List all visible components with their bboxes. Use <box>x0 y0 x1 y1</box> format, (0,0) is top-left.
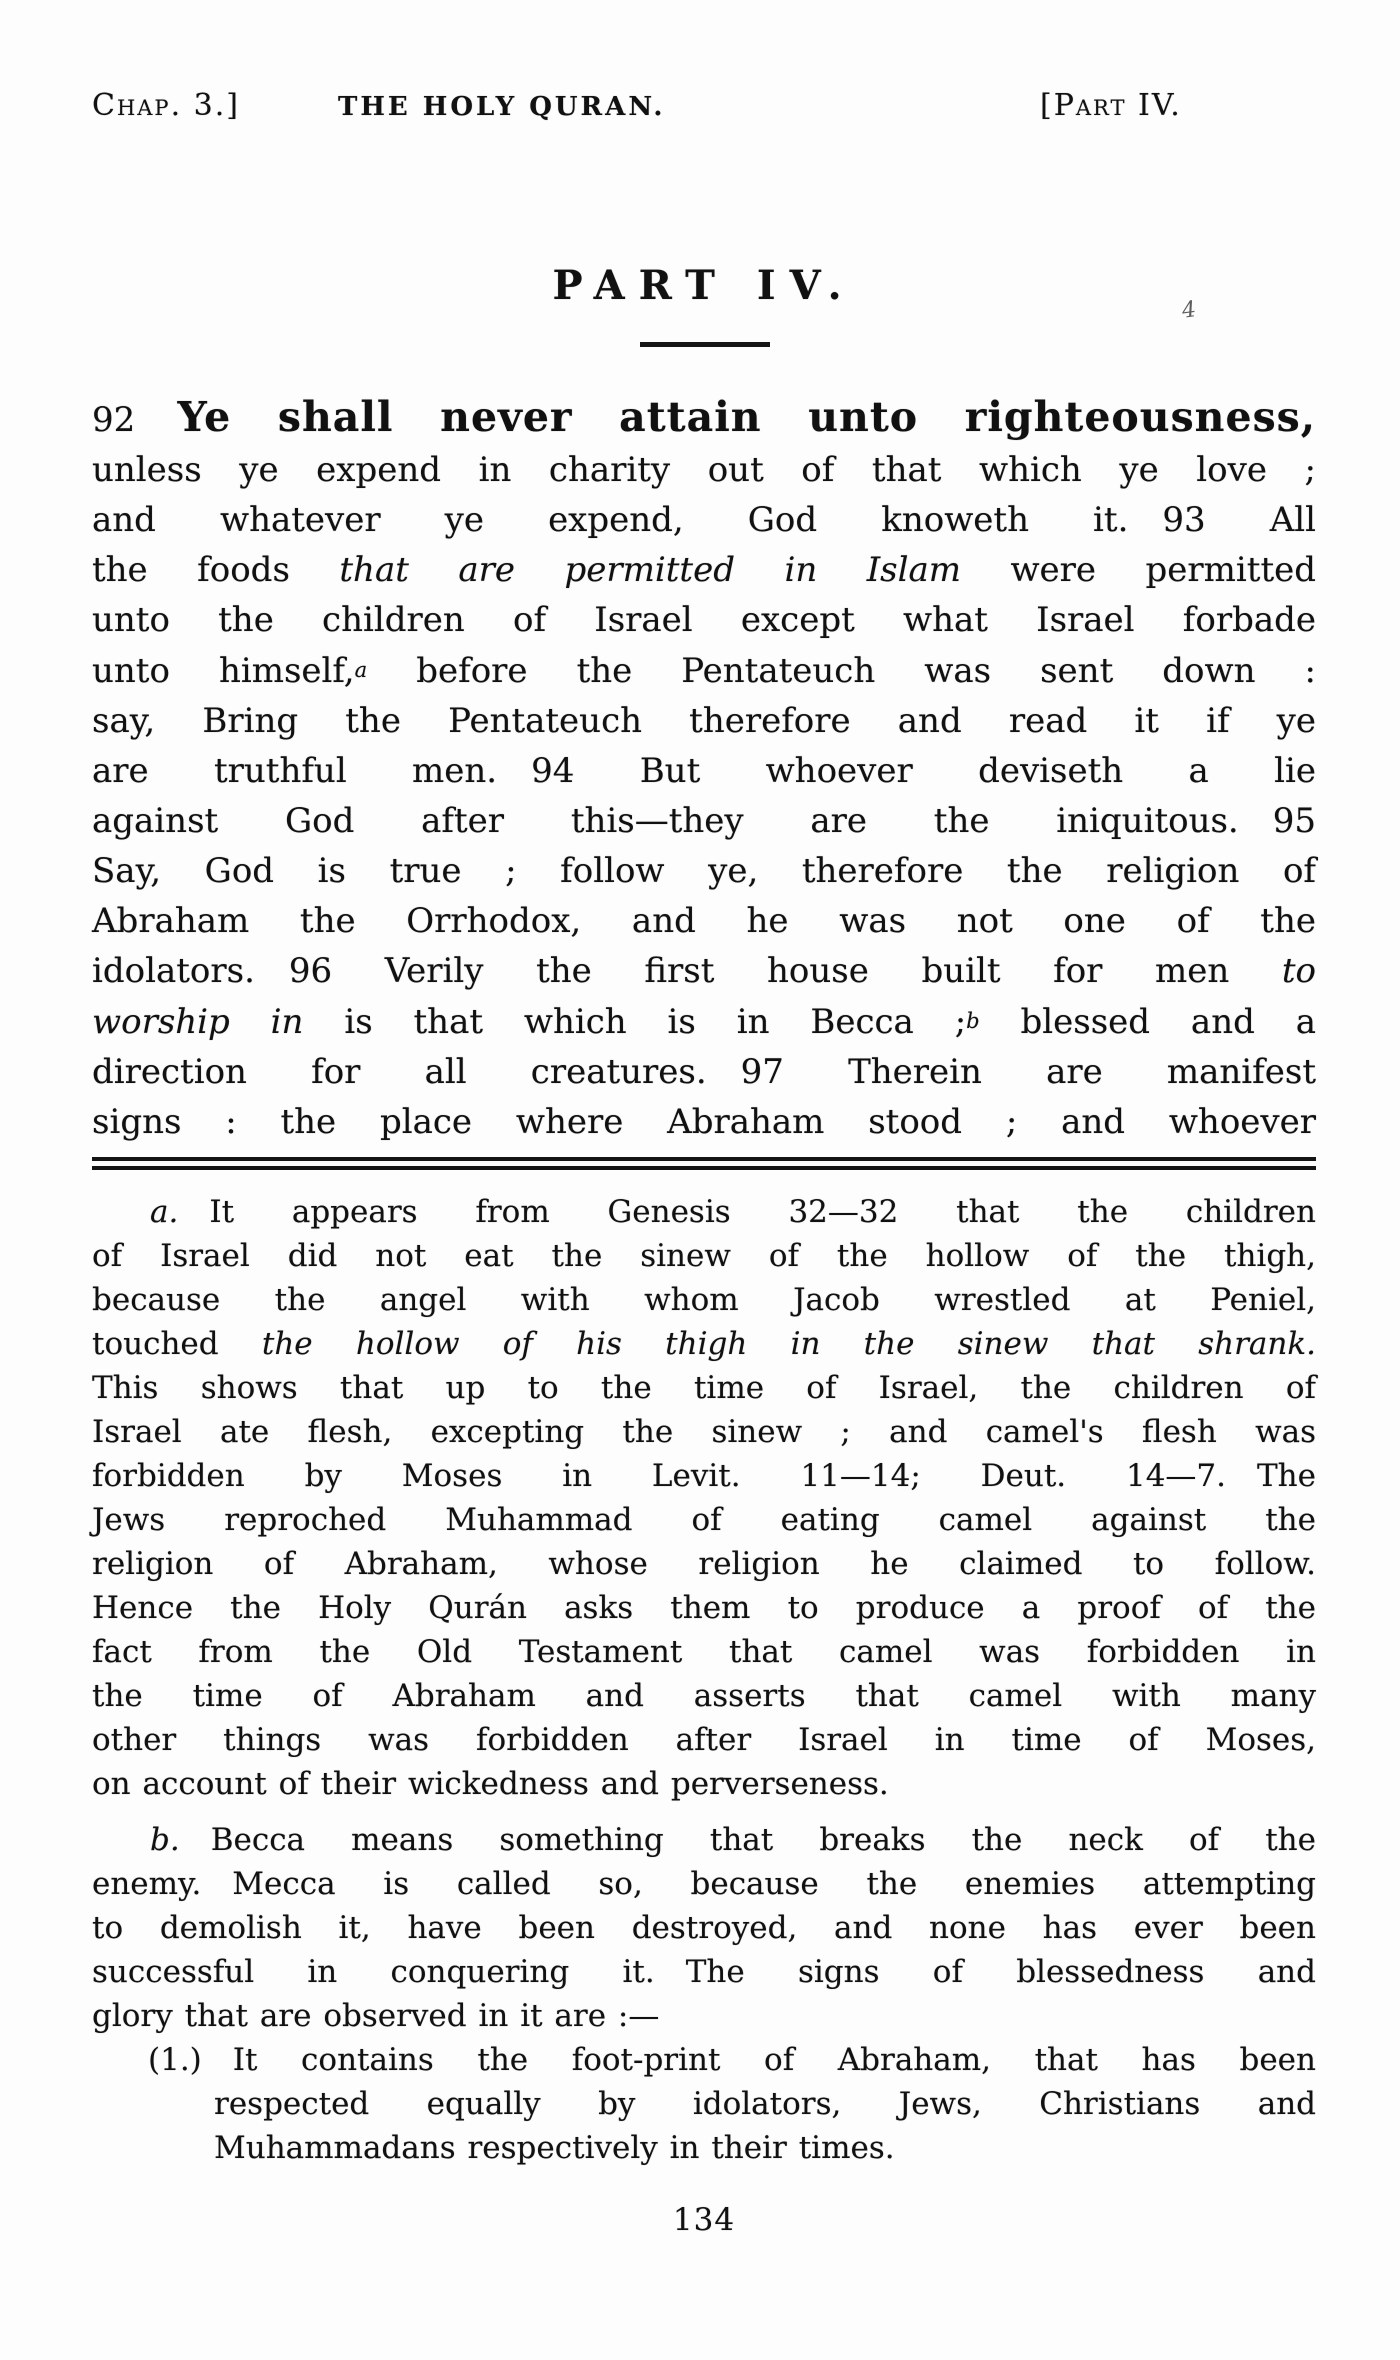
text-line: fact from the Old Testament that camel was forbidden in <box>92 1634 1316 1670</box>
text-line: say, Bring the Pentateuch therefore and read it if ye <box>92 701 1316 741</box>
text-line: and whatever ye expend, God knoweth it. 93 All <box>92 500 1316 540</box>
text-line: worship in is that which is in Becca ;b blessed and a <box>92 1002 1316 1042</box>
text-line: on account of their wickedness and perverseness. <box>92 1766 889 1802</box>
text-line: other things was forbidden after Israel in time of Moses, <box>92 1722 1316 1758</box>
text-line: signs : the place where Abraham stood ; and whoever <box>92 1102 1316 1142</box>
page-number: 134 <box>672 2202 736 2238</box>
text-line: Muhammadans respectively in their times. <box>214 2130 895 2166</box>
handwritten-margin-mark: 4 <box>1180 297 1198 324</box>
header-chapter-label: Chap. 3.] <box>92 88 240 123</box>
text-line: respected equally by idolators, Jews, Christians and <box>214 2086 1316 2122</box>
title-divider-rule <box>640 342 770 347</box>
text-line: religion of Abraham, whose religion he claimed to follow. <box>92 1546 1316 1582</box>
text-line: to demolish it, have been destroyed, and none has ever been <box>92 1910 1316 1946</box>
text-line: Jews reproched Muhammad of eating camel against the <box>92 1502 1316 1538</box>
part-title: PART IV. <box>552 262 856 309</box>
text-line: because the angel with whom Jacob wrestled at Peniel, <box>92 1282 1316 1318</box>
text-line: touched the hollow of his thigh in the sinew that shrank. <box>92 1326 1316 1362</box>
running-header <box>0 88 1400 140</box>
verse-paragraph <box>92 392 1316 1147</box>
text-line: the time of Abraham and asserts that camel with many <box>92 1678 1316 1714</box>
text-column <box>92 392 1316 2238</box>
text-line: Hence the Holy Qurán asks them to produce a proof of the <box>92 1590 1316 1626</box>
text-line: (1.) It contains the foot-print of Abraham, that has been <box>148 2042 1316 2078</box>
text-line: b. Becca means something that breaks the neck of the <box>150 1822 1316 1858</box>
text-line: unless ye expend in charity out of that which ye love ; <box>92 450 1316 490</box>
text-line: glory that are observed in it are :— <box>92 1998 660 2034</box>
text-line: Israel ate flesh, excepting the sinew ; and camel's flesh was <box>92 1414 1316 1450</box>
text-line: successful in conquering it. The signs of blessedness and <box>92 1954 1316 1990</box>
header-part-label: [Part IV. <box>1040 88 1182 123</box>
text-line: unto himself,a before the Pentateuch was sent down : <box>92 651 1316 691</box>
text-line: the foods that are permitted in Islam were permitted <box>92 550 1316 590</box>
text-line: of Israel did not eat the sinew of the hollow of the thigh, <box>92 1238 1316 1274</box>
footnote-a <box>92 1190 1316 1806</box>
text-line: enemy. Mecca is called so, because the enemies attempting <box>92 1866 1316 1902</box>
footnote-separator-rule <box>92 1157 1316 1170</box>
text-line: are truthful men. 94 But whoever deviseth a lie <box>92 751 1316 791</box>
text-line: direction for all creatures. 97 Therein are manifest <box>92 1052 1316 1092</box>
text-line: idolators. 96 Verily the first house built for men to <box>92 951 1316 991</box>
text-line: Say, God is true ; follow ye, therefore the religion of <box>92 851 1316 891</box>
footnote-b <box>92 1818 1316 2038</box>
footnote-b-list <box>92 2038 1316 2170</box>
text-line: Abraham the Orrhodox, and he was not one of the <box>92 901 1316 941</box>
text-line: a. It appears from Genesis 32—32 that the children <box>150 1194 1316 1230</box>
header-book-title: THE HOLY QURAN. <box>338 92 666 122</box>
text-line: 92 Ye shall never attain unto righteousness, <box>92 393 1317 441</box>
text-line: against God after this—they are the iniquitous. 95 <box>92 801 1316 841</box>
text-line: forbidden by Moses in Levit. 11—14; Deut. 14—7. The <box>92 1458 1316 1494</box>
text-line: unto the children of Israel except what Israel forbade <box>92 600 1316 640</box>
text-line: This shows that up to the time of Israel, the children of <box>92 1370 1316 1406</box>
